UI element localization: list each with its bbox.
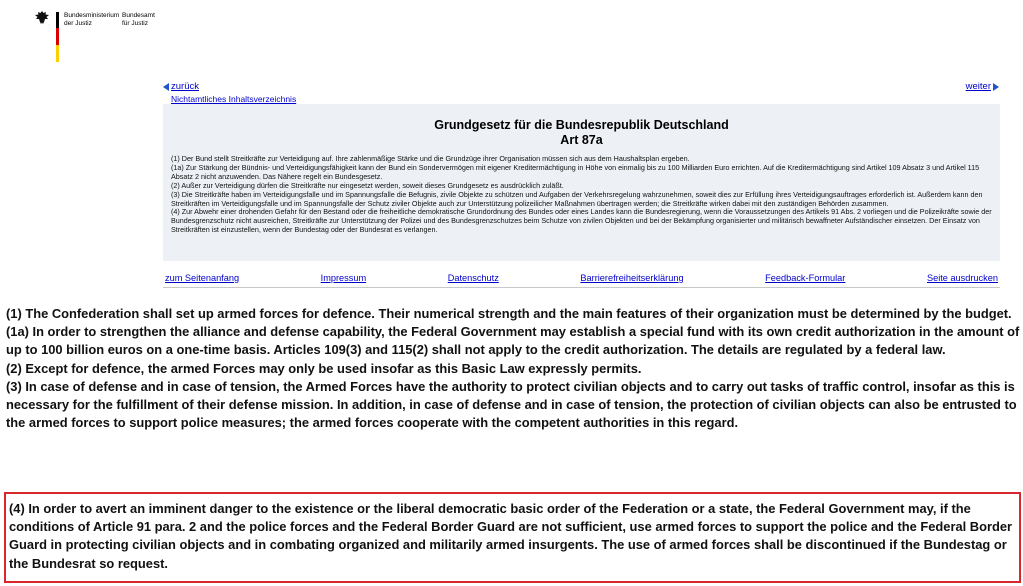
footer-link-top[interactable]: zum Seitenanfang	[165, 273, 240, 283]
article-number: Art 87a	[560, 133, 603, 147]
translation-paragraph: (1a) In order to strengthen the alliance and defense capability, the Federal Government may establish a special fund with its own credit authorization in the amount of up to 100 billion euros on a one-time basis. Articles 109(3) and 115(2) shall not apply to the credit authorization. The details are regulated by a federal law.	[6, 324, 1020, 358]
translation-paragraph: (2) Except for defence, the armed Forces may only be used insofar as this Basic Law expressly permits.	[6, 360, 642, 376]
ministry-logo[interactable]	[34, 8, 184, 62]
table-of-contents-link[interactable]: Nichtamtliches Inhaltsverzeichnis	[171, 94, 297, 104]
footer-nav	[163, 273, 1000, 283]
law-text-box	[163, 104, 1000, 261]
arrow-right-icon	[993, 83, 999, 91]
law-paragraph: (3) Die Streitkräfte haben im Verteidigungsfalle und im Spannungsfalle die Befugnis, zivile Objekte zu schützen und Aufgaben der Verkehrsregelung wahrzunehmen, soweit dies zur Erfüllung ihres Verteidigungsauftrages erforderlich ist. Außerdem kann den Streitkräften im Verteidigungsfalle und im Spannungsfalle der Schutz ziviler Objekte auch zur Unterstützung polizeilicher Maßnahmen übertragen werden; die Streitkräfte wirken dabei mit den zuständigen Behörden zusammen.	[171, 189, 983, 208]
law-paragraph: (4) Zur Abwehr einer drohenden Gefahr für den Bestand oder die freiheitliche demokratische Grundordnung des Bundes oder eines Landes kann die Bundesregierung, wenn die Voraussetzungen des Artikels 91 Abs. 2 vorliegen und die Polizeikräfte sowie der Bundesgrenzschutz nicht ausreichen, Streitkräfte zur Unterstützung der Polizei und des Bundesgrenzschutzes beim Schutze von zivilen Objekten und bei der Bekämpfung organisierter und militärisch bewaffneter Aufständischer einsetzen. Der Einsatz von Streitkräften ist einzustellen, wenn der Bundestag oder der Bundesrat es verlangen.	[171, 207, 992, 235]
german-flag-bar	[56, 12, 59, 62]
back-link-label[interactable]: zurück	[171, 81, 199, 92]
highlighted-paragraph: (4) In order to avert an imminent danger to the existence or the liberal democratic basic order of the Federation or a state, the Federal Government may, if the conditions of Article 91 para. 2 and the police forces and the Federal Border Guard are not sufficient, use armed forces to support the police and the Federal Border Guard in protecting civilian objects and in combating organized and militarily armed insurgents. The use of armed forces shall be discontinued if the Bundestag or the Bundesrat so request.	[9, 501, 1013, 571]
law-title: Grundgesetz für die Bundesrepublik Deutschland	[434, 118, 729, 132]
federal-eagle-icon	[34, 10, 50, 26]
law-paragraph: (2) Außer zur Verteidigung dürfen die Streitkräfte nur eingesetzt werden, soweit dieses Grundgesetz es ausdrücklich zuläßt.	[171, 180, 564, 190]
footer-link-feedback[interactable]: Feedback-Formular	[765, 273, 846, 283]
next-link-label[interactable]: weiter	[965, 81, 991, 92]
law-paragraphs	[171, 155, 994, 235]
translation-paragraph: (3) In case of defense and in case of tension, the Armed Forces have the authority to protect civilian objects and to carry out tasks of traffic control, insofar as this is necessary for the fulfillment of their defense mission. In addition, in case of defense and in case of tension, the protection of civilian objects can also be entrusted to the armed forces to support police measures; the armed forces cooperate with the competent authorities in this regard.	[6, 378, 1017, 431]
footer-link-imprint[interactable]: Impressum	[320, 273, 367, 283]
law-paragraph: (1a) Zur Stärkung der Bündnis- und Verteidigungsfähigkeit kann der Bund ein Sondervermögen mit eigener Kreditermächtigung in Höhe von einmalig bis zu 100 Milliarden Euro errichten. Auf die Kreditermächtigung sind Artikel 109 Absatz 3 und Artikel 115 Absatz 2 nicht anzuwenden. Das Nähere regelt ein Bundesgesetz.	[171, 162, 980, 181]
translation-paragraph: (1) The Confederation shall set up armed forces for defence. Their numerical strength and the main features of their organization must be determined by the budget.	[6, 306, 1012, 321]
footer-link-print[interactable]: Seite ausdrucken	[926, 273, 998, 283]
ministry-name: Bundesministerium der Justiz	[64, 12, 120, 27]
back-link[interactable]	[163, 81, 199, 92]
arrow-left-icon	[163, 83, 169, 91]
law-paragraph: (1) Der Bund stellt Streitkräfte zur Verteidigung auf. Ihre zahlenmäßige Stärke und die Grundzüge ihrer Organisation müssen sich aus dem Haushaltsplan ergeben.	[171, 154, 690, 163]
footer-link-accessibility[interactable]: Barrierefreiheitserklärung	[580, 273, 684, 283]
footer-divider	[163, 287, 1000, 288]
highlighted-paragraph-box	[4, 492, 1021, 583]
next-link[interactable]	[966, 81, 999, 92]
footer-link-privacy[interactable]: Datenschutz	[447, 273, 499, 283]
translation-text	[0, 305, 1023, 492]
office-name: Bundesamt für Justiz	[122, 12, 155, 27]
